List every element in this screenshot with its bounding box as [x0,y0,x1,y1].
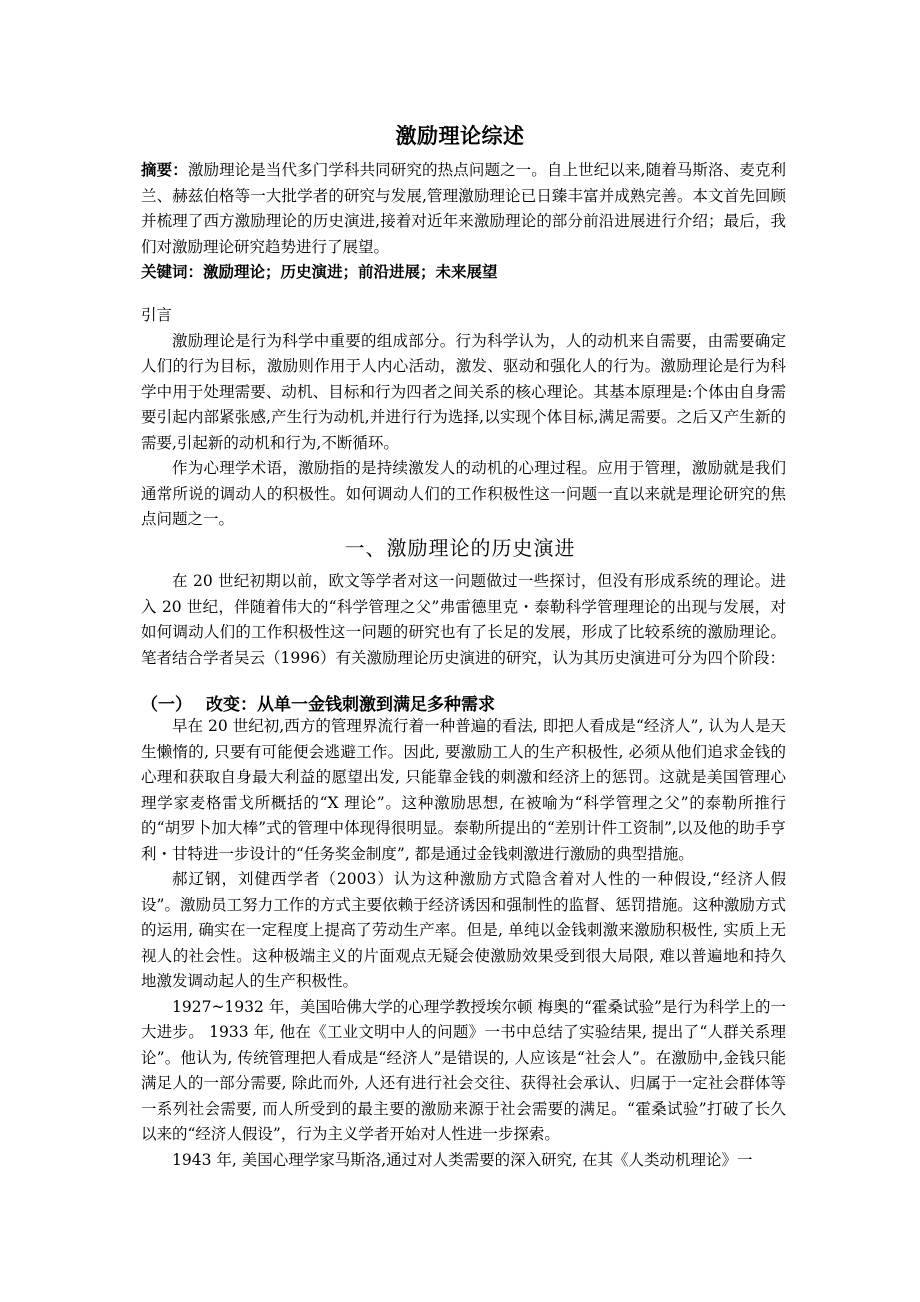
intro-paragraph-1: 激励理论是行为科学中重要的组成部分。行为科学认为，人的动机来自需要，由需要确定人们的行为目标，激励则作用于人内心活动，激发、驱动和强化人的行为。激励理论是行为科学中用于处理需要、动机、目标和行为四者之间关系的核心理论。其基本原理是:个体由自身需要引起内部紧张感,产生行为动机,并进行行为选择,以实现个体目标,满足需要。之后又产生新的需要,引起新的动机和行为,不断循环。 [141,331,786,452]
intro-paragraph-2: 作为心理学术语，激励指的是持续激发人的动机的心理过程。应用于管理，激励就是我们通常所说的调动人的积极性。如何调动人们的工作积极性这一问题一直以来就是理论研究的焦点问题之一。 [141,459,786,528]
keywords-text: 激励理论；历史演进；前沿进展；未来展望 [203,263,498,281]
section-1-heading: 一、激励理论的历史演进 [344,536,576,560]
subsection-1-paragraph-2: 郝辽钢，刘健西学者（2003）认为这种激励方式隐含着对人性的一种假设,“经济人假设”。激励员工努力工作的方式主要依赖于经济诱因和强制性的监督、惩罚措施。这种激励方式的运用, 确实在一定程度上提高了劳动生产率。但是, 单纯以金钱刺激来激励积极性, 实质上无视人的社会性。这种极端主义的片面观点无疑会使激励效果受到很大局限, 难以普遍地和持久地激发调动起人的生产积极性。 [141,870,786,990]
subsection-1-body [141,714,786,1173]
subsection-1-number: （一） [141,695,192,715]
abstract-text: 激励理论是当代多门学科共同研究的热点问题之一。自上世纪以来,随着马斯洛、麦克利兰、赫兹伯格等一大批学者的研究与发展,管理激励理论已日臻丰富并成熟完善。本文首先回顾并梳理了西方激励理论的历史演进,接着对近年来激励理论的部分前沿进展进行介绍；最后，我们对激励理论研究趋势进行了展望。 [141,161,786,256]
subsection-1-paragraph-4: 1943 年, 美国心理学家马斯洛,通过对人类需要的深入研究, 在其《人类动机理论》一 [172,1150,753,1169]
intro-section [141,303,786,533]
section-1-body [141,569,786,671]
intro-heading: 引言 [141,306,173,324]
keywords-paragraph [141,260,786,286]
subsection-1-title: 改变：从单一金钱刺激到满足多种需求 [206,695,495,715]
document-title: 激励理论综述 [395,124,525,148]
subsection-1-paragraph-1: 早在 20 世纪初,西方的管理界流行着一种普遍的看法, 即把人看成是“经济人”, 认为人是天生懒惰的, 只要有可能便会逃避工作。因此, 要激励工人的生产积极性, 必须从他们追求金钱的心理和获取自身最大利益的愿望出发, 只能靠金钱的刺激和经济上的惩罚。这就是美国管理心理学家麦格雷戈所概括的“X 理论”。这种激励思想, 在被喻为“科学管理之父”的泰勒所推行的“胡罗卜加大棒”式的管理中体现得很明显。泰勒所提出的“差别计件工资制”,以及他的助手亨利・甘特进一步设计的“任务奖金制度”, 都是通过金钱刺激进行激励的典型措施。 [141,717,786,863]
subsection-1-paragraph-3: 1927~1932 年，美国哈佛大学的心理学教授埃尔顿 梅奥的“霍桑试验”是行为科学上的一大进步。 1933 年, 他在《工业文明中人的问题》一书中总结了实验结果, 提出了“人群关系理论”。他认为, 传统管理把人看成是“经济人”是错误的, 人应该是“社会人”。在激励中,金钱只能满足人的一部分需要, 除此而外, 人还有进行社会交往、获得社会承认、归属于一定社会群体等一系列社会需要, 而人所受到的最主要的激励来源于社会需要的满足。“霍桑试验”打破了长久以来的“经济人假设”，行为主义学者开始对人性进一步探索。 [141,997,786,1143]
subsection-1-heading [141,690,786,715]
abstract-block [141,158,786,286]
section-1-paragraph-1: 在 20 世纪初期以前，欧文等学者对这一问题做过一些探讨，但没有形成系统的理论。进入 20 世纪，伴随着伟大的“科学管理之父”弗雷德里克・泰勒科学管理理论的出现与发展，对如何调动人们的工作积极性这一问题的研究也有了长足的发展，形成了比较系统的激励理论。笔者结合学者吴云（1996）有关激励理论历史演进的研究，认为其历史演进可分为四个阶段： [141,572,786,667]
keywords-label: 关键词： [141,263,204,281]
abstract-label: 摘要： [141,161,188,179]
abstract-paragraph [141,158,786,260]
